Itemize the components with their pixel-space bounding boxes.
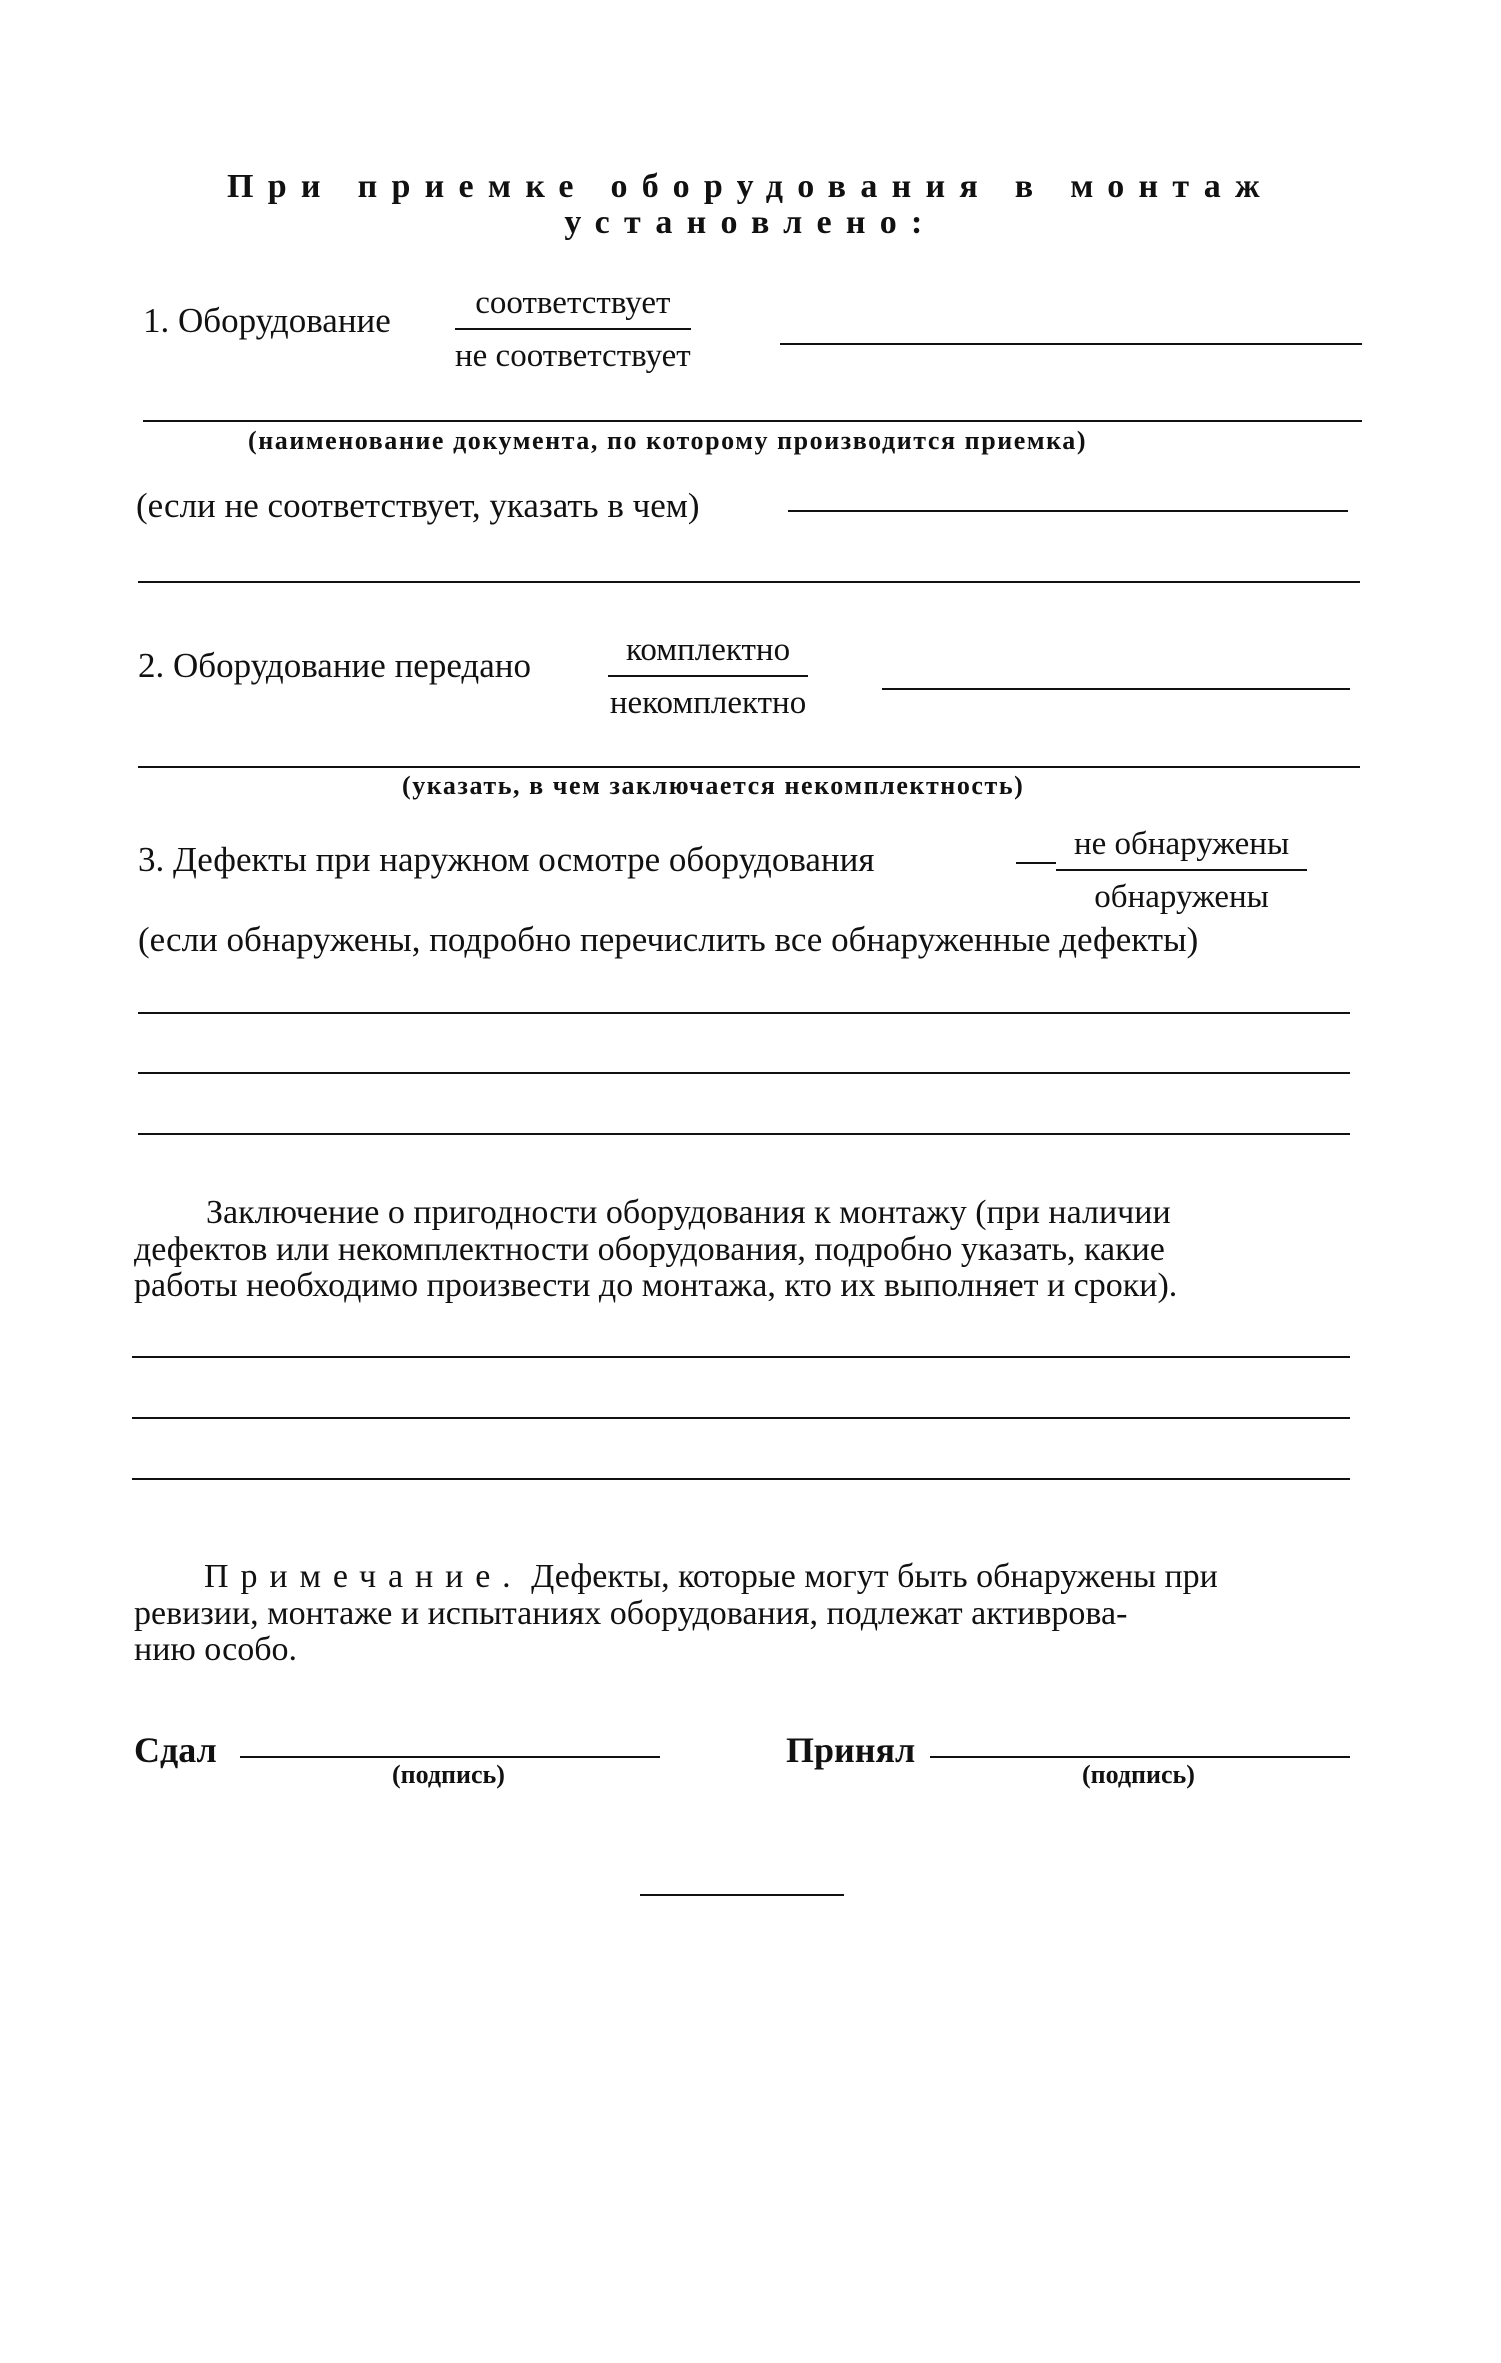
item3-option-bottom: обнаружены	[1094, 879, 1269, 915]
item2-label: 2. Оборудование передано	[138, 646, 531, 685]
handed-signature-caption: (подпись)	[392, 1760, 505, 1789]
conclusion-line1: Заключение о пригодности оборудования к монтажу (при наличии	[206, 1194, 1171, 1231]
item3-option-fraction	[1056, 826, 1307, 916]
form-title-line2: установлено:	[564, 204, 937, 241]
item2-option-bottom: некомплектно	[609, 685, 807, 721]
item3-label: 3. Дефекты при наружном осмотре оборудования	[138, 840, 875, 879]
item1-note-line[interactable]	[788, 510, 1348, 512]
item3-defects-line-3[interactable]	[138, 1133, 1350, 1135]
item1-blank-line[interactable]	[780, 343, 1362, 345]
item1-note: (если не соответствует, указать в чем)	[136, 486, 700, 525]
item2-incompleteness-line[interactable]	[138, 766, 1360, 768]
note-line1-rest: Дефекты, которые могут быть обнаружены при	[531, 1558, 1218, 1595]
item1-option-bottom: не соответствует	[455, 338, 691, 374]
note-line2: ревизии, монтаже и испытаниях оборудования, подлежат активрова-	[134, 1595, 1128, 1632]
item3-defects-line-1[interactable]	[138, 1012, 1350, 1014]
item3-defects-line-2[interactable]	[138, 1072, 1350, 1074]
accepted-label: Принял	[786, 1730, 916, 1770]
form-title-line1: При приемке оборудования в монтаж	[227, 168, 1274, 205]
handed-label: Сдал	[134, 1730, 217, 1770]
conclusion-line-3[interactable]	[132, 1478, 1350, 1480]
item1-document-caption: (наименование документа, по которому производится приемка)	[248, 426, 1088, 455]
accepted-signature-caption: (подпись)	[1082, 1760, 1195, 1789]
note-heading: Примечание.	[204, 1558, 523, 1595]
item2-option-top: комплектно	[608, 632, 808, 677]
item1-document-line[interactable]	[143, 420, 1362, 422]
accepted-signature-line[interactable]	[930, 1756, 1350, 1758]
conclusion-line-2[interactable]	[132, 1417, 1350, 1419]
note-line1	[204, 1560, 1218, 1594]
end-divider	[640, 1894, 844, 1896]
item1-label: 1. Оборудование	[143, 301, 391, 340]
item1-option-top: соответствует	[455, 285, 691, 330]
item1-option-fraction	[455, 285, 691, 375]
conclusion-line-1[interactable]	[132, 1356, 1350, 1358]
item3-option-top: не обнаружены	[1056, 826, 1307, 871]
handed-signature-line[interactable]	[240, 1756, 660, 1758]
item3-note: (если обнаружены, подробно перечислить все обнаруженные дефекты)	[138, 920, 1199, 959]
conclusion-line2: дефектов или некомплектности оборудования, подробно указать, какие	[134, 1231, 1165, 1268]
item2-incompleteness-caption: (указать, в чем заключается некомплектность)	[402, 771, 1025, 800]
conclusion-line3: работы необходимо произвести до монтажа, кто их выполняет и сроки).	[134, 1267, 1178, 1304]
note-line3: нию особо.	[134, 1631, 298, 1668]
item2-option-fraction	[608, 632, 808, 722]
item3-leader-line	[1016, 862, 1056, 864]
item1-extra-line[interactable]	[138, 581, 1360, 583]
item2-blank-line[interactable]	[882, 688, 1350, 690]
